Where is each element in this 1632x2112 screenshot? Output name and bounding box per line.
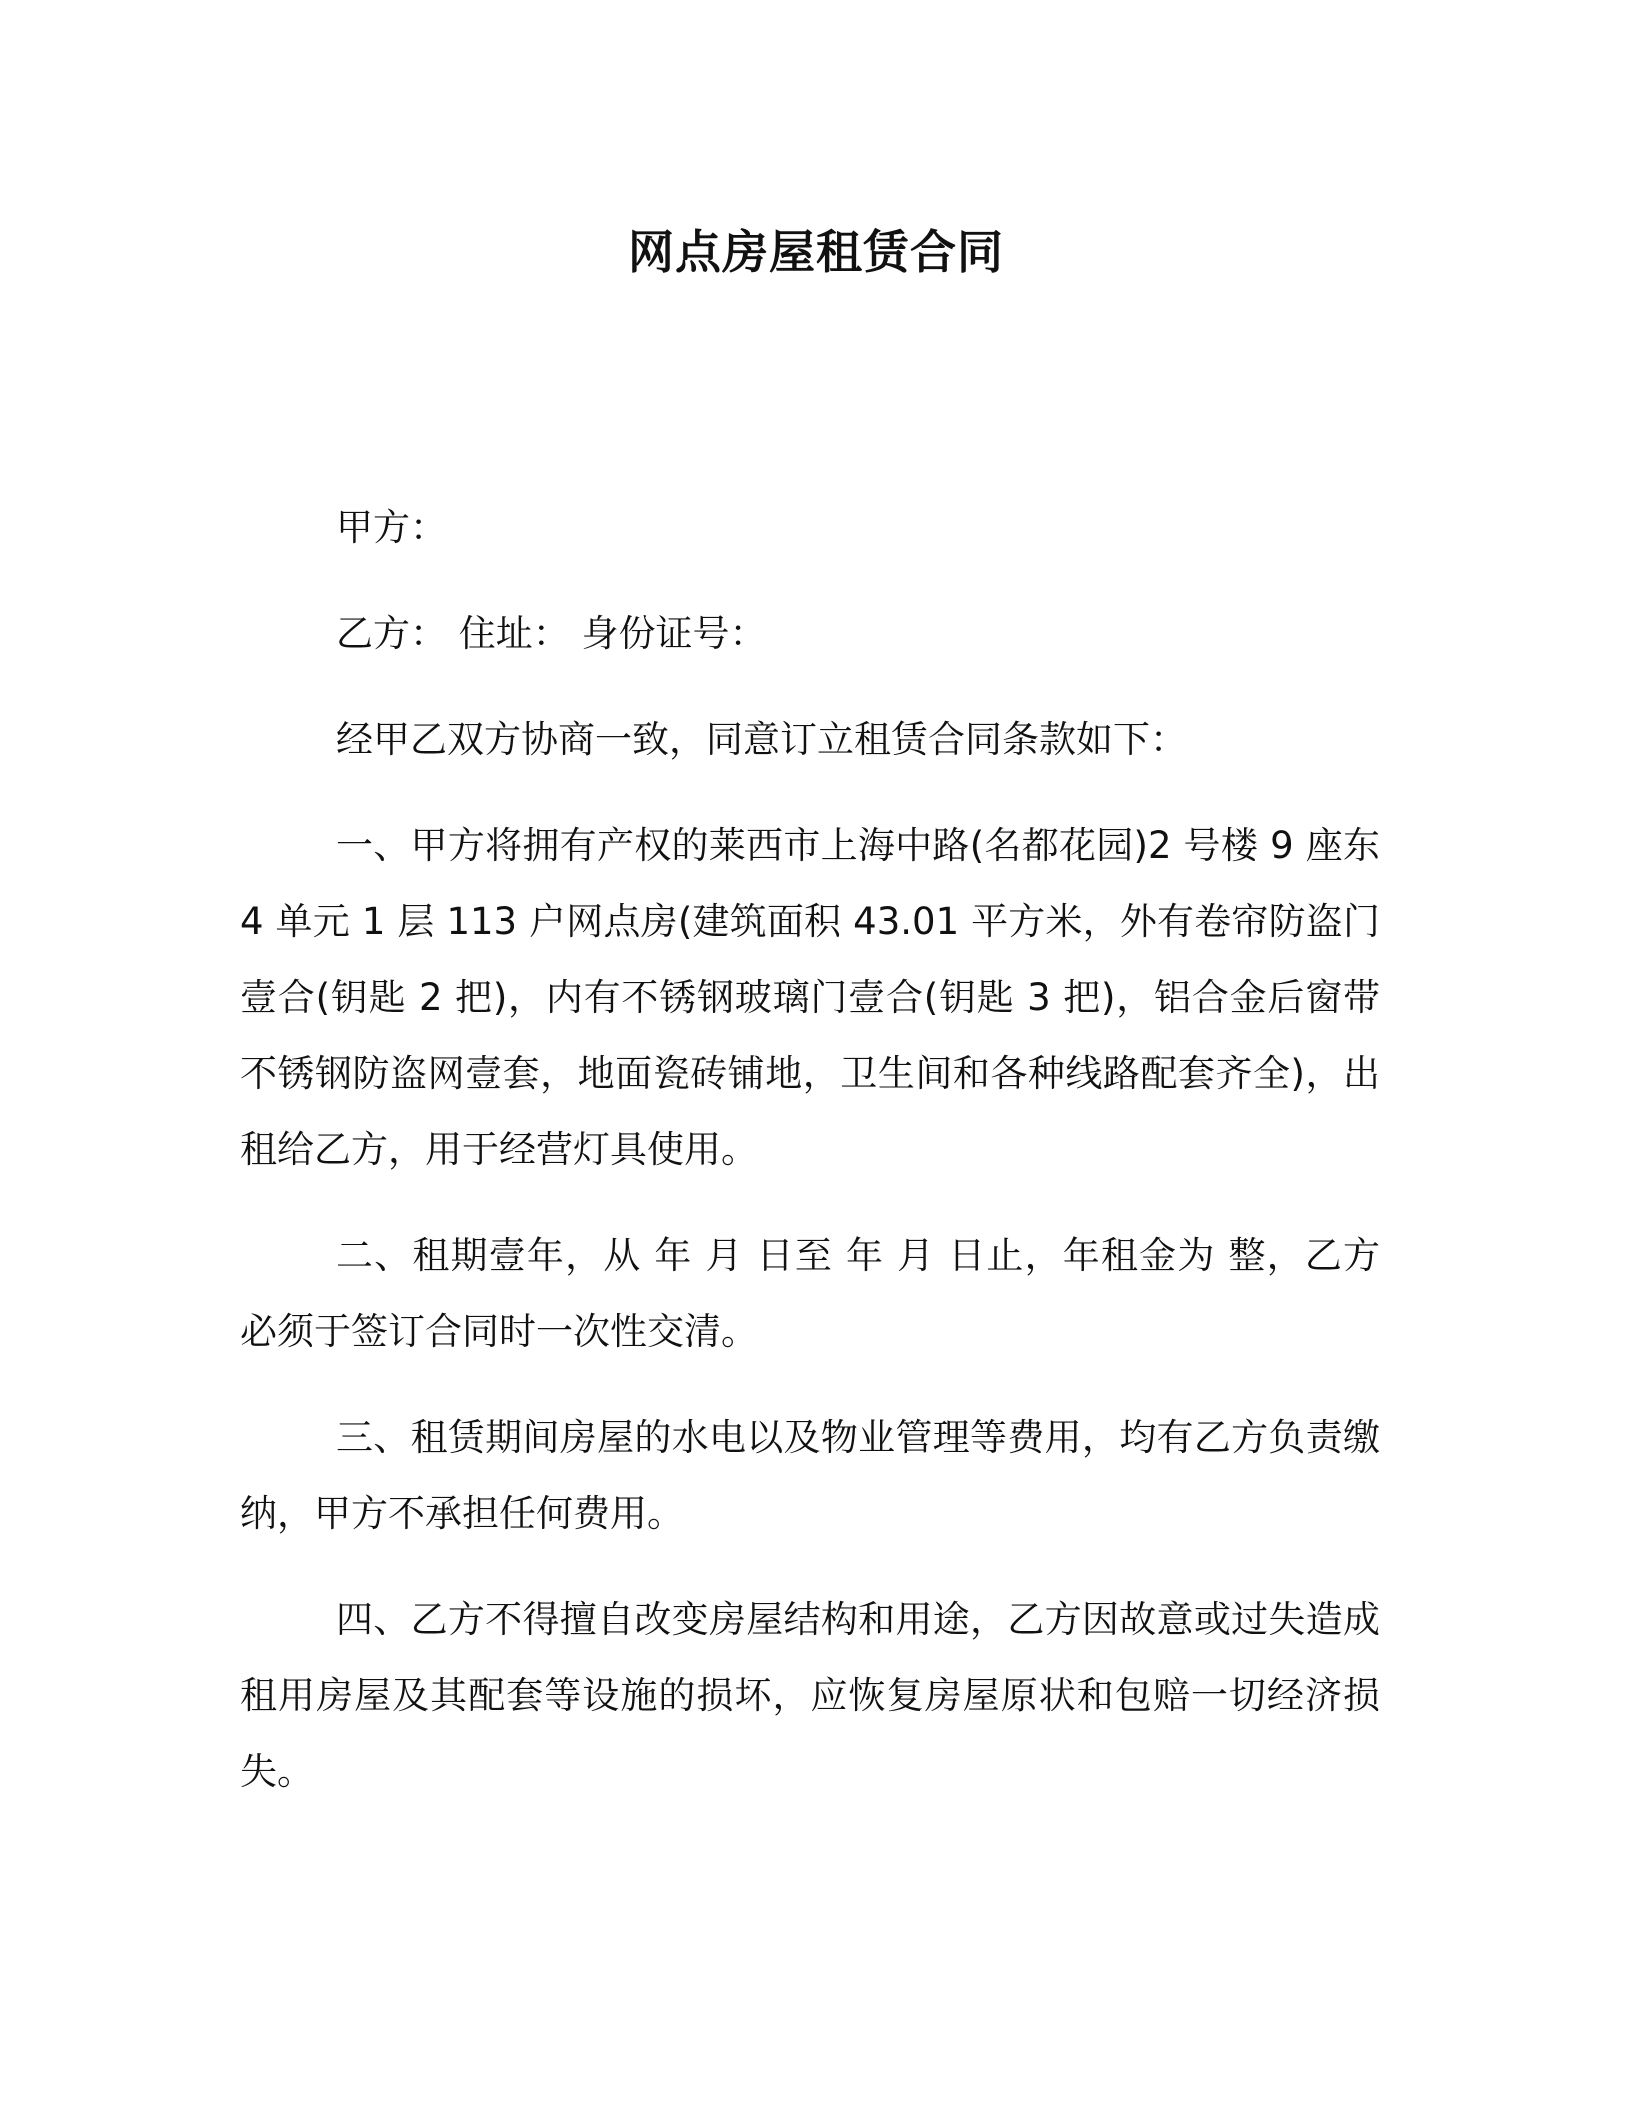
intro-paragraph: 经甲乙双方协商一致，同意订立租赁合同条款如下： — [336, 718, 1187, 761]
document-body — [240, 490, 1380, 1840]
document-title: 网点房屋租赁合同 — [628, 225, 1004, 279]
clause-1: 一、甲方将拥有产权的莱西市上海中路(名都花园)2 号楼 9 座东 4 单元 1 层 113 户网点房(建筑面积 43.01 平方米，外有卷帘防盗门壹合(钥匙 2 把)，内有不锈钢玻璃门壹合(钥匙 3 把)，铝合金后窗带不锈钢防盗网壹套，地面瓷砖铺地，卫生间和各种线路配套齐全)，出租给乙方，用于经营灯具使用。 — [240, 824, 1380, 1171]
clause-2: 二、租期壹年，从 年 月 日至 年 月 日止，年租金为 整，乙方必须于签订合同时一次性交清。 — [240, 1234, 1380, 1353]
party-b-line: 乙方： 住址： 身份证号： — [336, 612, 767, 655]
party-a-line: 甲方： — [336, 506, 447, 549]
clause-4: 四、乙方不得擅自改变房屋结构和用途，乙方因故意或过失造成租用房屋及其配套等设施的损坏，应恢复房屋原状和包赔一切经济损失。 — [240, 1598, 1380, 1793]
clause-3: 三、租赁期间房屋的水电以及物业管理等费用，均有乙方负责缴纳，甲方不承担任何费用。 — [240, 1416, 1380, 1535]
